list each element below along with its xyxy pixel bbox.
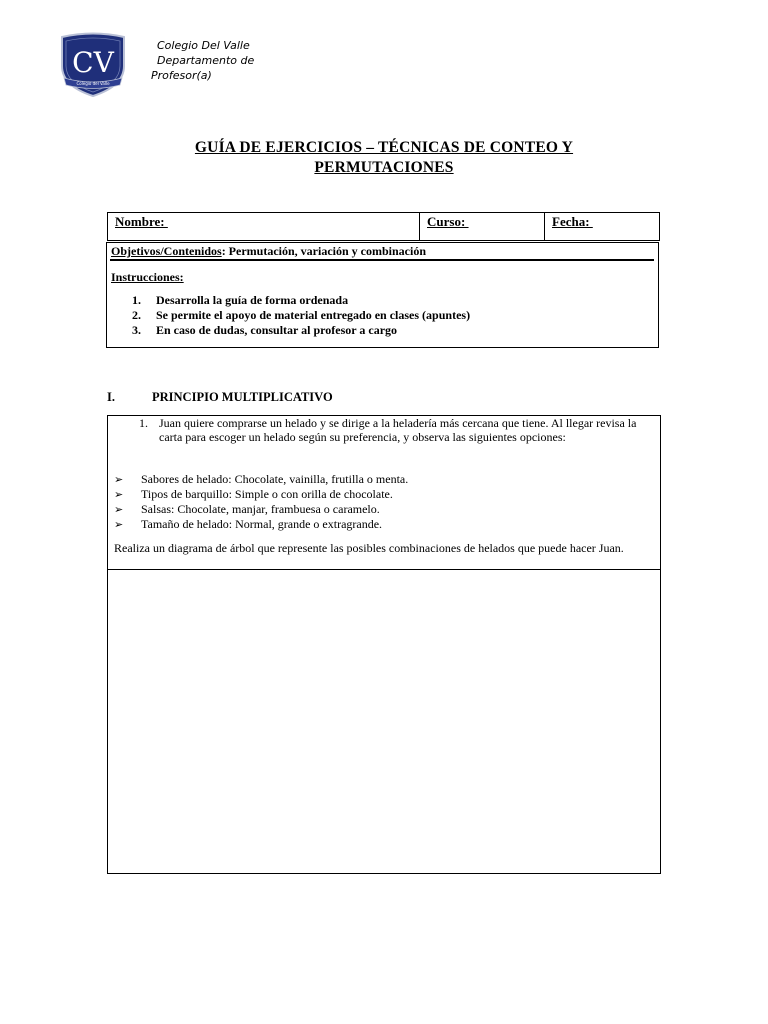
- instruction-item: [132, 323, 470, 338]
- exercise-box: [107, 415, 661, 874]
- arrowhead-bullet-icon: ➢: [114, 503, 124, 516]
- instruction-text: Desarrolla la guía de forma ordenada: [156, 293, 349, 307]
- instructions-title: Instrucciones:: [111, 270, 184, 284]
- logo-initials: CV: [72, 46, 114, 79]
- name-field[interactable]: Nombre:: [108, 213, 420, 240]
- objectives-box: [106, 242, 659, 348]
- exercise-number: 1.: [139, 416, 148, 430]
- teacher-line: Profesor(a): [151, 69, 212, 82]
- title-line-1: GUÍA DE EJERCICIOS – TÉCNICAS DE CONTEO Y: [194, 139, 574, 156]
- instruction-number: 2.: [132, 308, 141, 322]
- option-text: Salsas: Chocolate, manjar, frambuesa o caramelo.: [141, 502, 380, 516]
- option-text: Tipos de barquillo: Simple o con orilla de chocolate.: [141, 487, 393, 501]
- course-field[interactable]: Curso:: [420, 213, 545, 240]
- title-line-2: PERMUTACIONES: [314, 159, 454, 176]
- department-line: Departamento de: [157, 54, 255, 67]
- option-text: Sabores de helado: Chocolate, vainilla, frutilla o menta.: [141, 472, 409, 486]
- logo-banner-text: Colegio del Valle: [76, 81, 110, 86]
- instructions-list: [132, 293, 470, 338]
- objectives-label: Objetivos/Contenidos: [111, 244, 222, 258]
- answer-area[interactable]: [108, 570, 660, 873]
- date-field[interactable]: Fecha:: [552, 214, 593, 229]
- exercise-task: Realiza un diagrama de árbol que represente las posibles combinaciones de helados que puede hacer Juan.: [114, 541, 624, 555]
- option-text: Tamaño de helado: Normal, grande o extragrande.: [141, 517, 383, 531]
- arrowhead-bullet-icon: ➢: [114, 518, 124, 531]
- section-title: PRINCIPIO MULTIPLICATIVO: [152, 390, 333, 404]
- list-item: [114, 487, 408, 502]
- instruction-text: Se permite el apoyo de material entregado en clases (apuntes): [156, 308, 471, 322]
- exercise-statement: [139, 416, 657, 444]
- arrowhead-bullet-icon: ➢: [114, 488, 124, 501]
- list-item: [114, 517, 408, 532]
- student-info-table: [107, 212, 660, 241]
- shield-logo-icon: [58, 32, 128, 98]
- school-header: [153, 38, 254, 83]
- section-number: I.: [107, 390, 115, 404]
- objectives-text: : Permutación, variación y combinación: [221, 244, 426, 258]
- instruction-number: 1.: [132, 293, 141, 307]
- objectives-line: [111, 244, 426, 259]
- instruction-item: [132, 308, 470, 323]
- instruction-number: 3.: [132, 323, 141, 337]
- document-title: [0, 138, 768, 178]
- list-item: [114, 472, 408, 487]
- section-heading: [107, 390, 333, 405]
- instruction-item: [132, 293, 470, 308]
- list-item: [114, 502, 408, 517]
- exercise-statement-text: Juan quiere comprarse un helado y se dirige a la heladería más cercana que tiene. Al llegar revisa la carta para escoger un helado según su preferencia, y observa las siguientes opciones:: [159, 416, 637, 444]
- objectives-divider: [110, 259, 654, 261]
- exercise-options: [114, 472, 408, 532]
- instruction-text: En caso de dudas, consultar al profesor a cargo: [156, 323, 398, 337]
- school-logo: [58, 32, 128, 98]
- arrowhead-bullet-icon: ➢: [114, 473, 124, 486]
- school-name: Colegio Del Valle: [157, 39, 250, 52]
